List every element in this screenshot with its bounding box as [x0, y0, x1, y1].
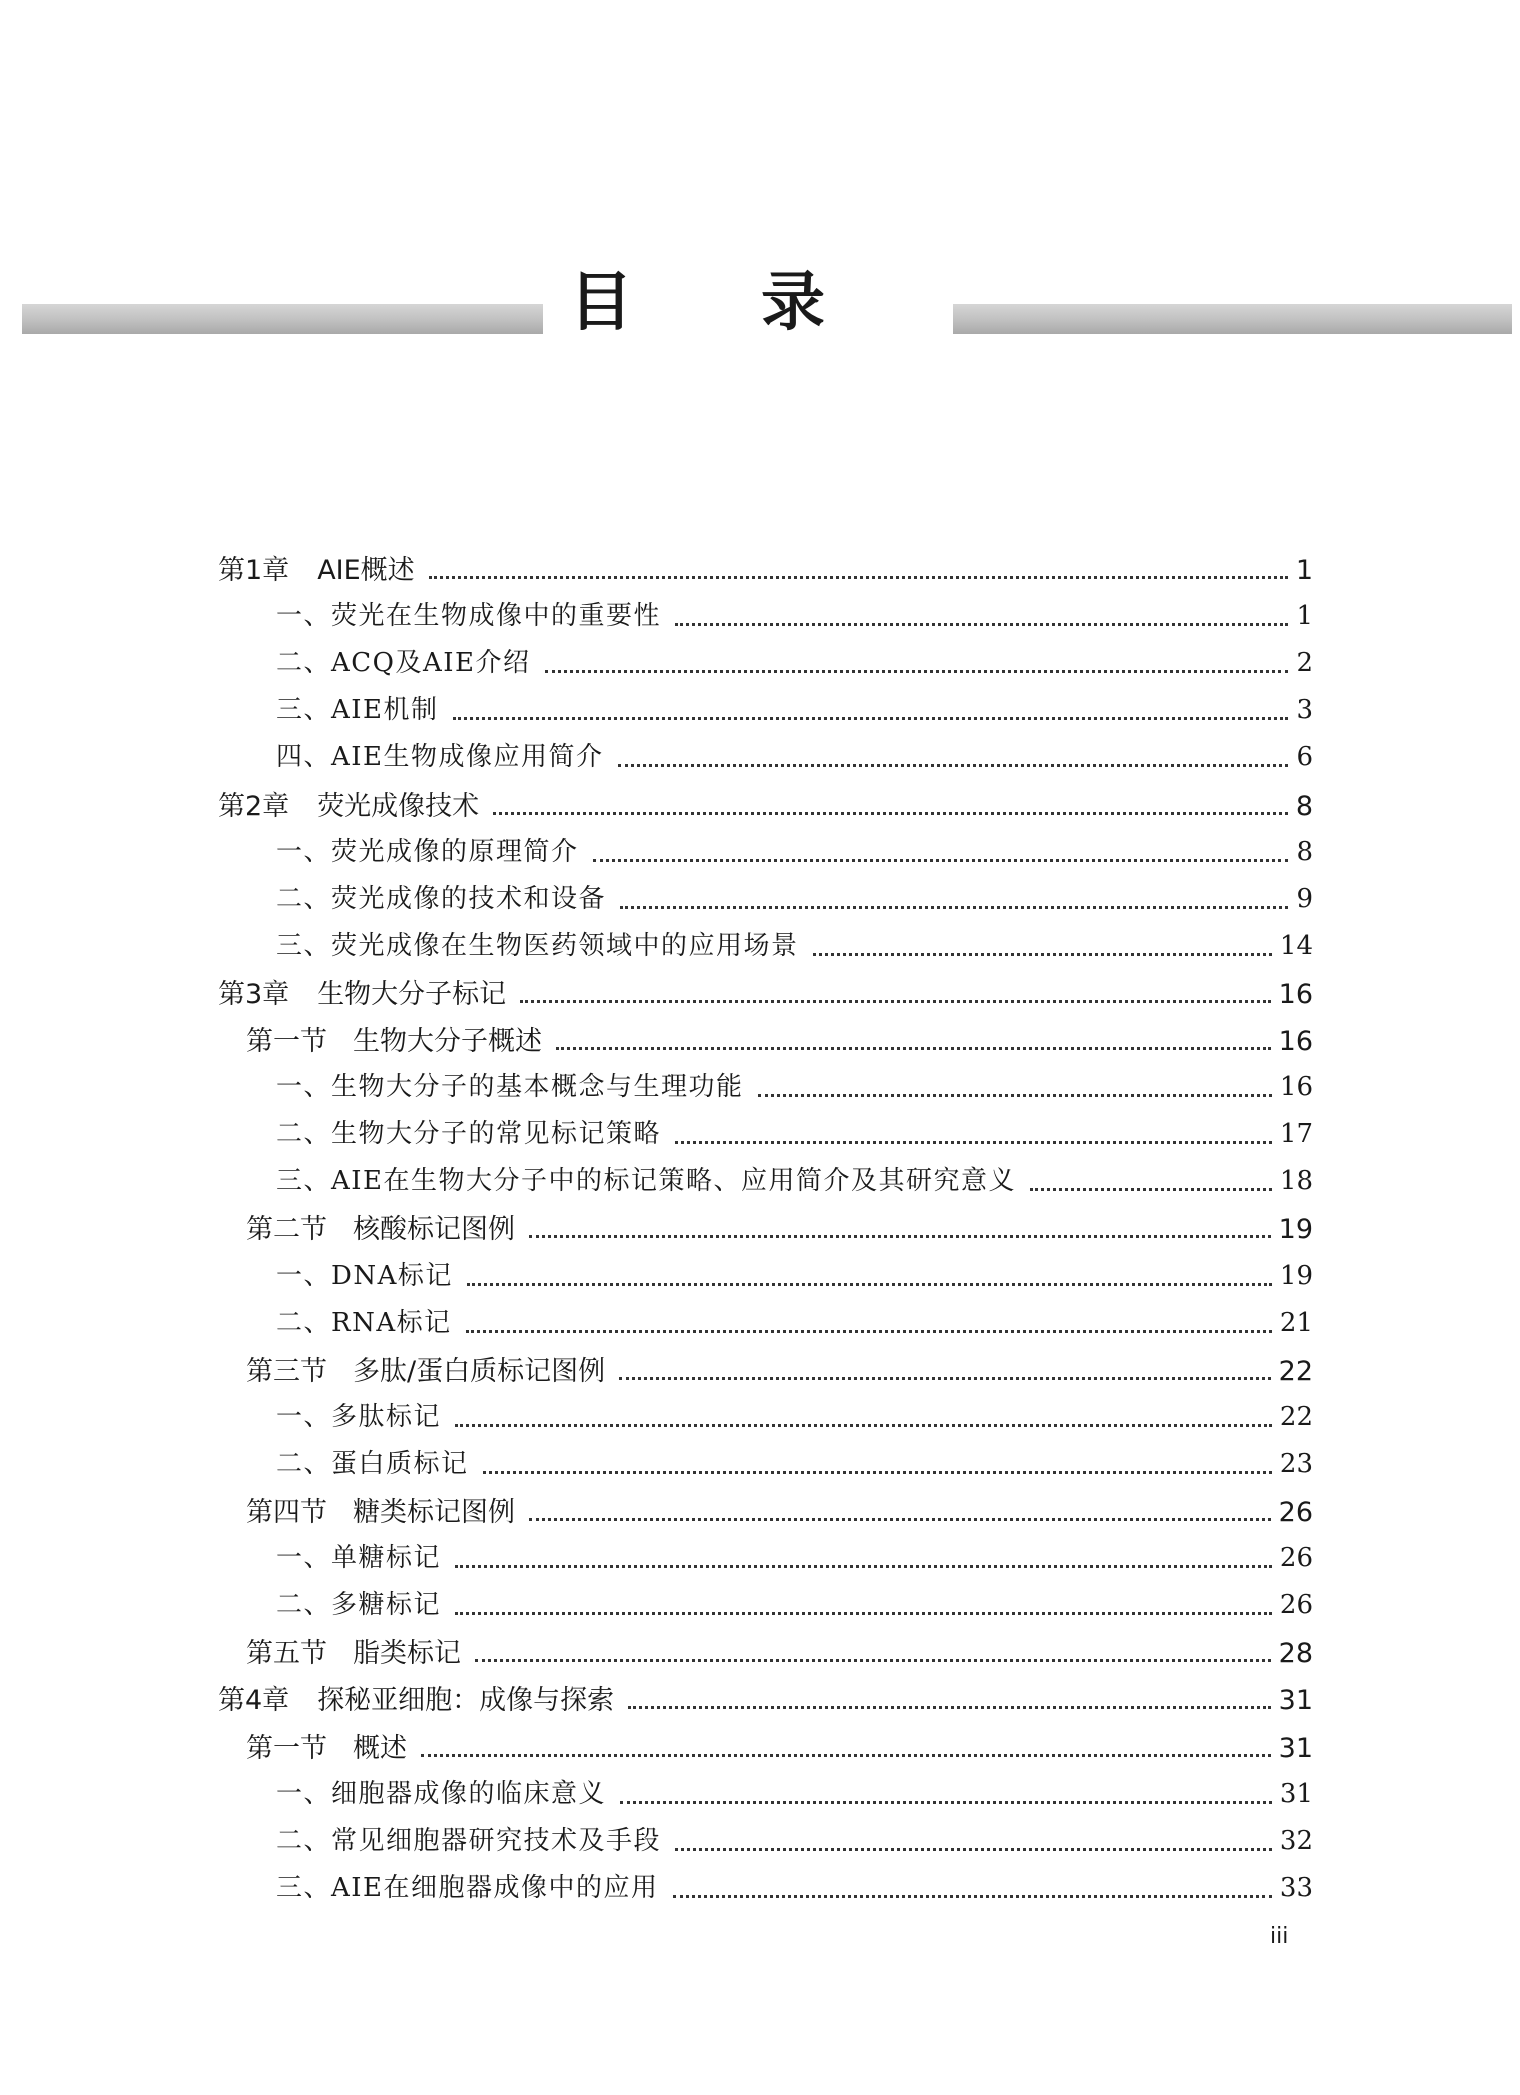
toc-item-title: 三、荧光成像在生物医药领域中的应用场景	[276, 930, 799, 961]
toc-entry-label	[276, 1255, 453, 1292]
toc-page-number: 6	[1296, 742, 1313, 773]
dot-leader	[455, 1565, 1272, 1568]
toc-chapter-title: 探秘亚细胞：成像与探索	[317, 1685, 615, 1717]
toc-entry-label	[218, 548, 415, 587]
toc-page-number: 31	[1279, 1778, 1313, 1809]
dot-leader	[467, 1283, 1272, 1286]
toc-entry-label	[276, 1113, 661, 1150]
toc-page-number: 26	[1278, 1497, 1313, 1528]
toc-page-number: 2	[1296, 648, 1313, 679]
toc-item-title: 一、细胞器成像的临床意义	[276, 1778, 607, 1809]
dot-leader	[529, 1518, 1271, 1521]
toc-entry-label	[218, 784, 479, 823]
toc-section-row[interactable]	[246, 1631, 1313, 1678]
toc-section-row[interactable]	[246, 1726, 1313, 1773]
toc-section-title: 糖类标记图例	[353, 1497, 515, 1528]
toc-page-number: 8	[1295, 790, 1313, 822]
toc-item-title: 二、ACQ及AIE介绍	[276, 648, 531, 679]
toc-item-row[interactable]	[276, 1160, 1313, 1207]
toc-item-row[interactable]	[276, 925, 1313, 972]
toc-section-number: 第二节	[246, 1214, 327, 1246]
toc-chapter-row[interactable]	[218, 1678, 1313, 1725]
page-number: iii	[1270, 1924, 1289, 1949]
dot-leader	[620, 1801, 1272, 1804]
toc-entry-label	[276, 1396, 441, 1433]
toc-item-row[interactable]	[276, 1396, 1313, 1443]
dot-leader	[475, 1659, 1271, 1662]
toc-page-number: 1	[1295, 555, 1313, 586]
toc-page-number: 28	[1278, 1638, 1313, 1670]
toc-section-row[interactable]	[246, 1349, 1313, 1396]
toc-item-row[interactable]	[276, 1773, 1313, 1820]
toc-item-title: 一、DNA标记	[276, 1260, 453, 1291]
dot-leader	[758, 1094, 1272, 1097]
toc-section-title: 脂类标记	[353, 1638, 461, 1670]
toc-page-number: 23	[1279, 1448, 1313, 1479]
toc-chapter-number: 第2章	[218, 790, 290, 822]
toc-entry-label	[276, 1773, 606, 1810]
toc-item-row[interactable]	[276, 878, 1313, 925]
dot-leader	[545, 670, 1289, 673]
dot-leader	[483, 1471, 1272, 1474]
toc-item-title: 二、蛋白质标记	[276, 1448, 469, 1479]
toc-page-number: 1	[1296, 601, 1313, 632]
toc-item-title: 一、单糖标记	[276, 1543, 442, 1574]
toc-entry-label	[276, 595, 661, 632]
toc-chapter-title: AIE概述	[317, 555, 415, 586]
toc-page-number: 22	[1278, 1355, 1313, 1387]
toc-item-row[interactable]	[276, 1302, 1313, 1349]
toc-item-title: 一、荧光成像的原理简介	[276, 836, 579, 867]
toc-page-number: 26	[1279, 1543, 1313, 1574]
toc-item-row[interactable]	[276, 1443, 1313, 1490]
toc-item-row[interactable]	[276, 595, 1313, 642]
toc-entry-label	[246, 1726, 407, 1765]
toc-entry-label	[246, 1631, 461, 1670]
toc-entry-label	[276, 1443, 469, 1480]
toc-page-number: 16	[1278, 1026, 1313, 1057]
toc-page-number: 22	[1279, 1401, 1313, 1432]
page-title	[0, 258, 1520, 348]
toc-item-row[interactable]	[276, 1066, 1313, 1113]
toc-entry-label	[218, 972, 506, 1011]
toc-chapter-number: 第3章	[218, 978, 290, 1010]
toc-page-number: 14	[1279, 930, 1313, 961]
toc-entry-label	[246, 1349, 605, 1388]
toc-item-title: 二、生物大分子的常见标记策略	[276, 1119, 662, 1150]
toc-item-row[interactable]	[276, 642, 1313, 689]
dot-leader	[453, 717, 1289, 720]
toc-section-title: 生物大分子概述	[353, 1026, 542, 1057]
toc-chapter-row[interactable]	[218, 784, 1313, 831]
toc-entry-label	[276, 878, 606, 915]
toc-section-title: 概述	[353, 1732, 407, 1764]
toc-chapter-number: 第1章	[218, 555, 290, 586]
toc-item-row[interactable]	[276, 1584, 1313, 1631]
toc-page-number: 31	[1278, 1732, 1313, 1764]
toc-page-number: 19	[1279, 1260, 1313, 1291]
toc-item-title: 二、RNA标记	[276, 1307, 452, 1338]
dot-leader	[1030, 1188, 1272, 1191]
toc-page-number: 8	[1296, 836, 1313, 867]
toc-entry-label	[276, 1537, 441, 1574]
toc-section-title: 核酸标记图例	[353, 1214, 515, 1246]
toc-section-number: 第一节	[246, 1732, 327, 1764]
toc-page-number: 21	[1279, 1307, 1313, 1338]
toc-item-row[interactable]	[276, 689, 1313, 736]
dot-leader	[455, 1612, 1272, 1615]
dot-leader	[421, 1754, 1271, 1757]
toc-item-row[interactable]	[276, 1820, 1313, 1867]
toc-item-row[interactable]	[276, 1537, 1313, 1584]
dot-leader	[675, 1141, 1272, 1144]
toc-entry-label	[246, 1490, 515, 1529]
toc-section-row[interactable]	[246, 1019, 1313, 1066]
toc-chapter-title: 荧光成像技术	[317, 790, 480, 822]
toc-entry-label	[246, 1019, 542, 1058]
toc-entry-label	[218, 1678, 614, 1717]
toc-item-row[interactable]	[276, 736, 1313, 783]
toc-chapter-title: 生物大分子标记	[317, 978, 507, 1010]
toc-entry-label	[276, 831, 579, 868]
toc-page-number: 3	[1296, 695, 1313, 726]
toc-section-number: 第四节	[246, 1497, 327, 1528]
toc-item-title: 二、多糖标记	[276, 1590, 442, 1621]
toc-item-title: 一、荧光在生物成像中的重要性	[276, 601, 662, 632]
toc-entry-label	[246, 1207, 515, 1246]
toc-item-row[interactable]	[276, 1113, 1313, 1160]
toc-item-title: 三、AIE机制	[276, 695, 439, 726]
toc-section-row[interactable]	[246, 1207, 1313, 1254]
dot-leader	[813, 953, 1272, 956]
dot-leader	[673, 1895, 1272, 1898]
toc-section-number: 第一节	[246, 1026, 327, 1057]
toc-chapter-row[interactable]	[218, 972, 1313, 1019]
toc-page-number: 9	[1296, 883, 1313, 914]
toc-item-title: 二、荧光成像的技术和设备	[276, 883, 607, 914]
dot-leader	[556, 1047, 1271, 1050]
toc-chapter-row[interactable]	[218, 548, 1313, 595]
dot-leader	[675, 623, 1288, 626]
toc-item-row[interactable]	[276, 831, 1313, 878]
toc-item-row[interactable]	[276, 1255, 1313, 1302]
toc-page-number: 16	[1278, 978, 1313, 1010]
toc-page-number: 31	[1278, 1685, 1313, 1717]
toc-page-number: 26	[1279, 1590, 1313, 1621]
toc-entry-label	[276, 642, 531, 679]
dot-leader	[493, 812, 1288, 815]
toc-item-title: 一、生物大分子的基本概念与生理功能	[276, 1072, 744, 1103]
dot-leader	[529, 1235, 1271, 1238]
toc-entry-label	[276, 1302, 452, 1339]
dot-leader	[675, 1848, 1272, 1851]
toc-entry-label	[276, 925, 799, 962]
dot-leader	[593, 859, 1289, 862]
toc-page-number: 17	[1279, 1119, 1313, 1150]
dot-leader	[618, 764, 1289, 767]
dot-leader	[619, 1377, 1271, 1380]
dot-leader	[429, 576, 1288, 579]
toc-page-number: 33	[1279, 1872, 1313, 1903]
toc-item-title: 二、常见细胞器研究技术及手段	[276, 1825, 662, 1856]
toc-item-title: 四、AIE生物成像应用简介	[276, 742, 604, 773]
toc-entry-label	[276, 736, 604, 773]
dot-leader	[620, 906, 1288, 909]
toc-section-number: 第三节	[246, 1355, 327, 1387]
toc-page-number: 32	[1279, 1825, 1313, 1856]
toc-page-number: 16	[1279, 1072, 1313, 1103]
toc-entry-label	[276, 1066, 744, 1103]
toc-item-title: 三、AIE在生物大分子中的标记策略、应用简介及其研究意义	[276, 1166, 1017, 1197]
dot-leader	[520, 1000, 1270, 1003]
toc-entry-label	[276, 1584, 441, 1621]
dot-leader	[455, 1424, 1272, 1427]
toc-entry-label	[276, 1160, 1016, 1197]
toc-section-title: 多肽/蛋白质标记图例	[353, 1355, 606, 1387]
page-title-text: 目录	[543, 258, 953, 348]
toc-item-title: 一、多肽标记	[276, 1401, 442, 1432]
toc-chapter-number: 第4章	[218, 1685, 290, 1717]
toc-section-row[interactable]	[246, 1490, 1313, 1537]
dot-leader	[628, 1706, 1270, 1709]
toc-entry-label	[276, 1867, 659, 1904]
toc-entry-label	[276, 1820, 661, 1857]
toc-section-number: 第五节	[246, 1638, 327, 1670]
toc-entry-label	[276, 689, 439, 726]
toc-item-row[interactable]	[276, 1867, 1313, 1914]
toc-page-number: 19	[1278, 1214, 1313, 1246]
toc-item-title: 三、AIE在细胞器成像中的应用	[276, 1872, 659, 1903]
dot-leader	[466, 1330, 1272, 1333]
toc-page-number: 18	[1279, 1166, 1313, 1197]
